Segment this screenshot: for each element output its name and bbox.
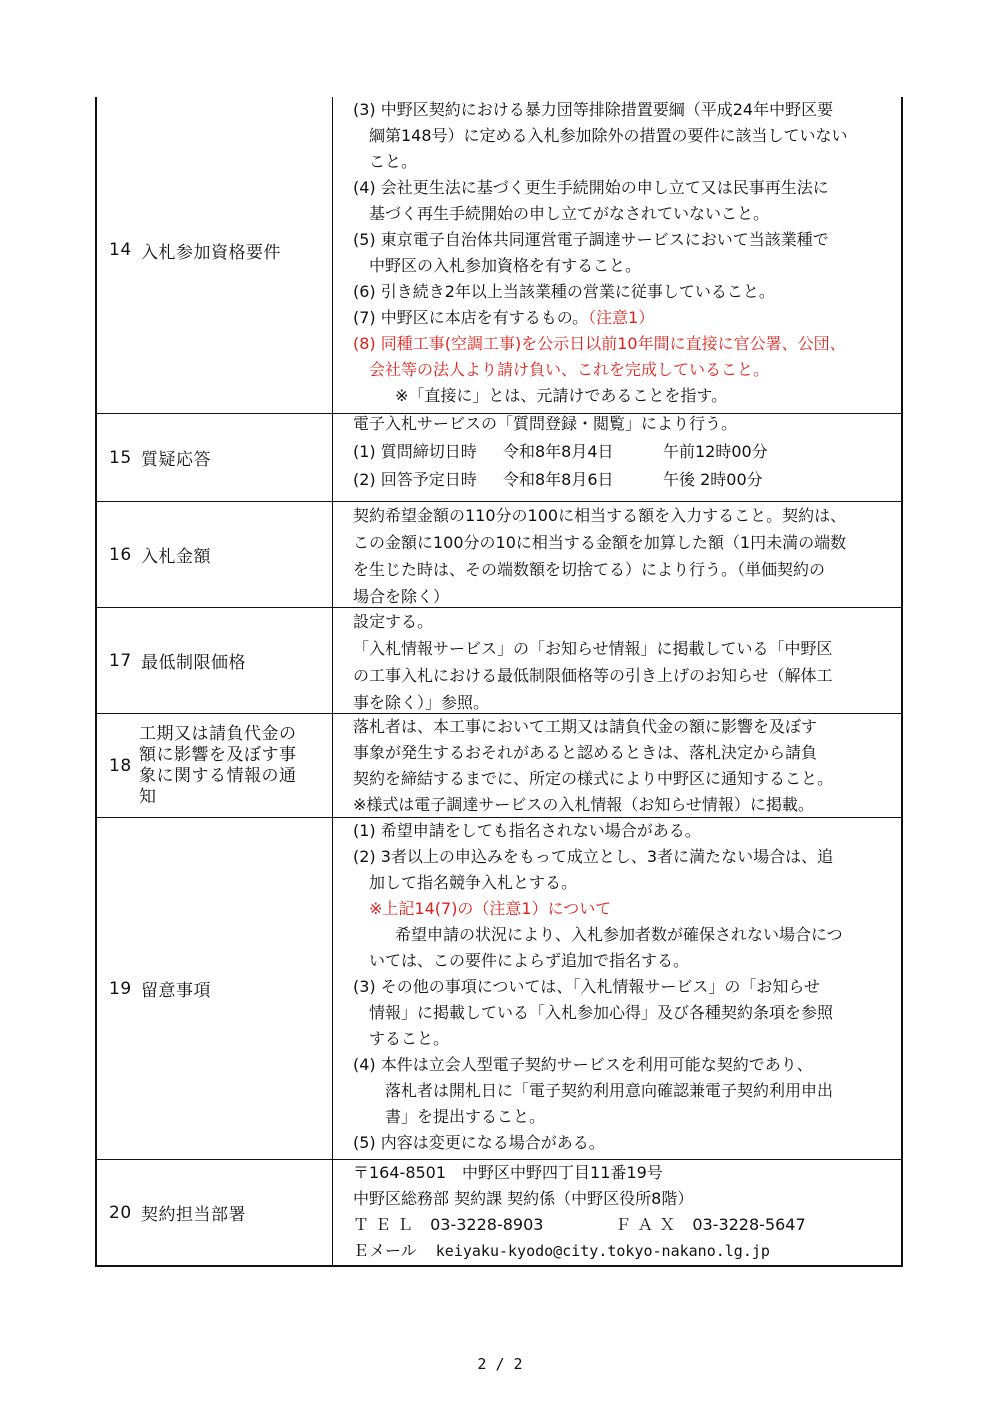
row-content [333, 714, 901, 817]
table-row [97, 713, 901, 817]
table-row [97, 413, 901, 501]
text-line: 「入札情報サービス」の「お知らせ情報」に掲載している「中野区 [353, 639, 833, 658]
row-title [139, 724, 307, 808]
fax-label: ＦＡＸ [615, 1215, 682, 1234]
list-item: (4) 本件は立会人型電子契約サービスを利用可能な契約であり、 [353, 1055, 813, 1074]
list-item-cont: 情報」に掲載している「入札参加心得」及び各種契約条項を参照 [369, 1003, 834, 1022]
email-label: Ｅメール [353, 1241, 417, 1260]
row-title: 最低制限価格 [141, 653, 246, 673]
text-line: 契約希望金額の110分の100に相当する額を入力すること。契約は、 [353, 506, 847, 525]
row-title: 契約担当部署 [141, 1205, 246, 1225]
email-line [353, 1238, 895, 1264]
text-line: 事を除く）」参照。 [353, 693, 490, 712]
row-number: 19 [109, 978, 132, 999]
row-label [97, 502, 333, 607]
schedule-item [353, 466, 895, 494]
list-item [353, 305, 895, 331]
row-label [97, 1160, 333, 1265]
page-number: 2 / 2 [477, 1355, 523, 1373]
email-address: keiyaku-kyodo@city.tokyo-nakano.lg.jp [435, 1242, 770, 1260]
schedule-label: (1) 質問締切日時 [353, 442, 477, 461]
text-line: 場合を除く） [353, 587, 450, 606]
intro-text: 電子入札サービスの「質問登録・閲覧」により行う。 [353, 414, 738, 433]
row-title-line: 象に関する情報の通 [139, 765, 297, 786]
row-title: 入札金額 [141, 547, 211, 567]
text-line: ※様式は電子調達サービスの入札情報（お知らせ情報）に掲載。 [353, 795, 814, 814]
list-item: (5) 内容は変更になる場合がある。 [353, 1133, 605, 1152]
row-label [97, 608, 333, 713]
table-row [97, 501, 901, 607]
text-line: 契約を締結するまでに、所定の様式により中野区に通知すること。 [353, 769, 834, 788]
row-number: 20 [109, 1202, 132, 1223]
list-item: (3) その他の事項については、「入札情報サービス」の「お知らせ [353, 977, 820, 996]
row-content [333, 502, 901, 607]
tel-label: ＴＥＬ [353, 1215, 420, 1234]
list-item-cont: 会社等の法人より請け負い、これを完成していること。 [369, 360, 770, 379]
schedule-date: 令和8年8月4日 [503, 442, 614, 461]
row-title-line: 額に影響を及ぼす事 [139, 744, 297, 765]
note-heading: ※上記14(7)の（注意1）について [369, 899, 612, 918]
list-item: (8) 同種工事(空調工事)を公示日以前10年間に直接に官公署、公団、 [353, 334, 846, 353]
text-line: を生じた時は、その端数額を切捨てる）により行う。（単価契約の [353, 560, 826, 579]
row-content [333, 410, 901, 501]
tel-number: 03-3228-8903 [430, 1215, 544, 1234]
row-number: 16 [109, 544, 132, 565]
list-item-cont: 基づく再生手続開始の申し立てがなされていないこと。 [369, 204, 770, 223]
list-item: (5) 東京電子自治体共同運営電子調達サービスにおいて当該業種で [353, 230, 829, 249]
row-content [333, 608, 901, 713]
row-number: 18 [109, 755, 132, 776]
text-line: 設定する。 [353, 612, 434, 631]
text-line: この金額に100分の10に相当する金額を加算した額（1円未満の端数 [353, 533, 847, 552]
address-line: 〒164-8501 中野区中野四丁目11番19号 [353, 1163, 663, 1182]
row-title: 入札参加資格要件 [141, 242, 281, 263]
schedule-item [353, 438, 895, 466]
phone-line [353, 1212, 895, 1238]
terms-table [95, 97, 903, 1267]
list-item: (3) 中野区契約における暴力団等排除措置要綱（平成24年中野区要 [353, 100, 834, 119]
list-item-cont: 加して指名競争入札とする。 [369, 873, 578, 892]
note-text: ※「直接に」とは、元請けであることを指す。 [395, 386, 728, 405]
list-item-cont: 落札者は開札日に「電子契約利用意向確認兼電子契約利用申出 [385, 1081, 834, 1100]
department-line: 中野区総務部 契約課 契約係（中野区役所8階） [353, 1189, 694, 1208]
row-label [97, 97, 333, 413]
list-item: (4) 会社更生法に基づく更生手続開始の申し立て又は民事再生法に [353, 178, 829, 197]
list-item-cont: 中野区の入札参加資格を有すること。 [369, 256, 642, 275]
row-number: 17 [109, 650, 132, 671]
fax-number: 03-3228-5647 [692, 1215, 806, 1234]
row-number: 15 [109, 447, 132, 468]
list-item-text: (7) 中野区に本店を有するもの。 [353, 308, 589, 327]
row-title: 質疑応答 [141, 450, 211, 470]
list-item-cont: 書」を提出すること。 [385, 1107, 546, 1126]
text-line: 事象が発生するおそれがあると認めるときは、落札決定から請負 [353, 743, 818, 762]
row-title-line: 知 [139, 786, 157, 807]
row-label [97, 414, 333, 501]
schedule-label: (2) 回答予定日時 [353, 470, 477, 489]
row-content [333, 818, 901, 1159]
table-row [97, 817, 901, 1159]
list-item: (2) 3者以上の申込みをもって成立とし、3者に満たない場合は、追 [353, 847, 834, 866]
row-content [333, 1160, 901, 1265]
list-item-cont: すること。 [369, 1029, 450, 1048]
text-line: の工事入札における最低制限価格等の引き上げのお知らせ（解体工 [353, 666, 833, 685]
list-item-cont: 綱第148号）に定める入札参加除外の措置の要件に該当していない [369, 126, 848, 145]
row-label [97, 818, 333, 1159]
schedule-date: 令和8年8月6日 [503, 470, 614, 489]
note-text: 希望申請の状況により、入札参加者数が確保されない場合につ [395, 925, 843, 944]
schedule-time: 午後 2時00分 [663, 470, 763, 489]
table-row [97, 607, 901, 713]
table-row [97, 1159, 901, 1265]
note-text: いては、この要件によらず追加で指名する。 [369, 951, 690, 970]
list-item: (1) 希望申請をしても指名されない場合がある。 [353, 821, 701, 840]
note-marker: （注意1） [588, 308, 655, 327]
text-line: 落札者は、本工事において工期又は請負代金の額に影響を及ぼす [353, 717, 818, 736]
table-row [97, 97, 901, 413]
list-item: (6) 引き続き2年以上当該業種の営業に従事していること。 [353, 282, 775, 301]
list-item-cont: こと。 [369, 152, 418, 171]
schedule-time: 午前12時00分 [663, 442, 768, 461]
row-title: 留意事項 [141, 981, 211, 1001]
row-label [97, 714, 333, 817]
row-content [333, 97, 901, 413]
row-title-line: 工期又は請負代金の [139, 723, 297, 744]
row-number: 14 [109, 240, 132, 260]
